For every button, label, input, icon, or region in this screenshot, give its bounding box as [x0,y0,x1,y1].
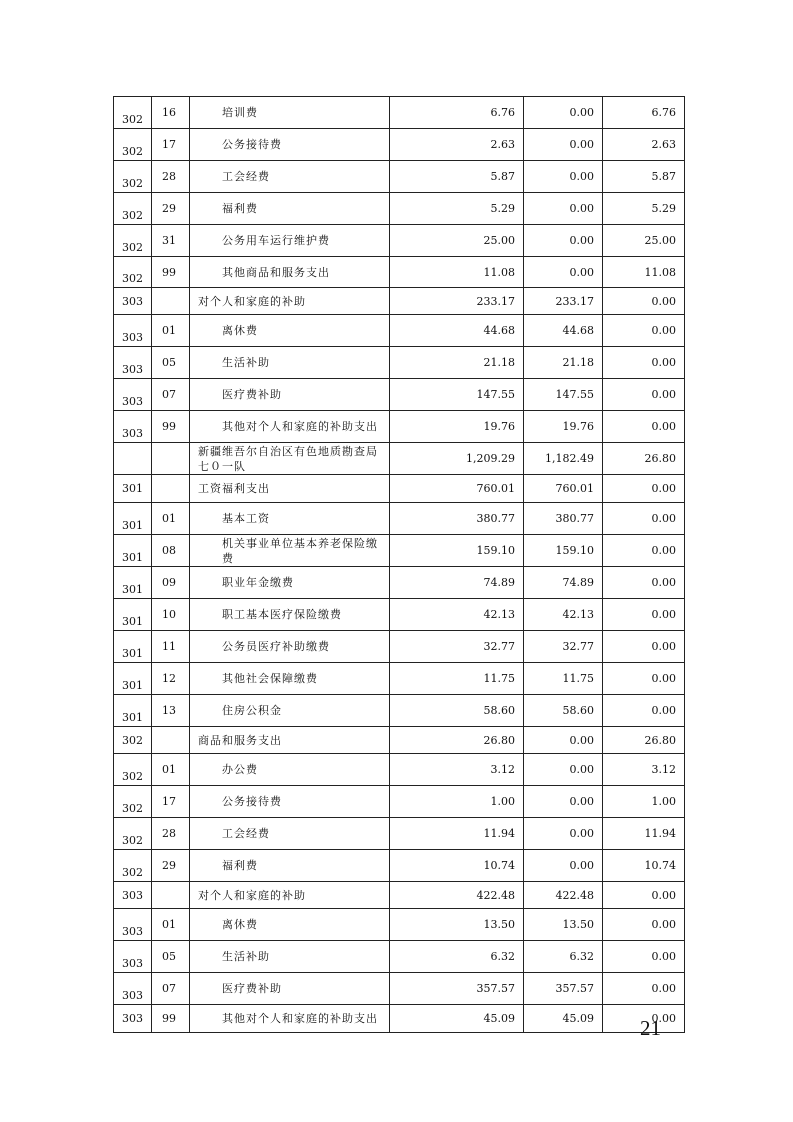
item-code-cell: 10 [152,599,190,631]
item-name-cell: 其他商品和服务支出 [190,257,390,288]
total-amount-cell: 357.57 [390,973,524,1005]
table-row [114,941,685,973]
project-expenditure-cell: 5.87 [603,161,685,193]
total-amount-cell: 380.77 [390,503,524,535]
basic-expenditure-cell: 42.13 [524,599,603,631]
basic-expenditure-cell: 6.32 [524,941,603,973]
total-amount-cell: 42.13 [390,599,524,631]
total-amount-cell: 233.17 [390,288,524,315]
total-amount-cell: 58.60 [390,695,524,727]
project-expenditure-cell: 26.80 [603,727,685,754]
item-name-cell: 医疗费补助 [190,973,390,1005]
table-row [114,909,685,941]
project-expenditure-cell: 10.74 [603,850,685,882]
total-amount-cell: 25.00 [390,225,524,257]
total-amount-cell: 1,209.29 [390,443,524,475]
table-row [114,567,685,599]
item-code-cell: 29 [152,193,190,225]
table-row [114,288,685,315]
project-expenditure-cell: 0.00 [603,909,685,941]
basic-expenditure-cell: 0.00 [524,129,603,161]
item-name-cell: 离休费 [190,909,390,941]
item-code-cell: 17 [152,786,190,818]
item-code-cell: 09 [152,567,190,599]
project-expenditure-cell: 0.00 [603,1005,685,1033]
project-expenditure-cell: 0.00 [603,475,685,503]
item-name-cell: 其他对个人和家庭的补助支出 [190,1005,390,1033]
total-amount-cell: 3.12 [390,754,524,786]
basic-expenditure-cell: 19.76 [524,411,603,443]
item-code-cell: 11 [152,631,190,663]
project-expenditure-cell: 0.00 [603,315,685,347]
item-name-cell: 培训费 [190,97,390,129]
basic-expenditure-cell: 0.00 [524,225,603,257]
item-name-cell: 离休费 [190,315,390,347]
class-code-cell: 302 [114,850,152,882]
project-expenditure-cell: 0.00 [603,941,685,973]
table-row [114,1005,685,1033]
class-code-cell: 301 [114,475,152,503]
class-code-cell: 303 [114,909,152,941]
basic-expenditure-cell: 32.77 [524,631,603,663]
basic-expenditure-cell: 0.00 [524,818,603,850]
table-row [114,193,685,225]
item-code-cell: 99 [152,411,190,443]
class-code-cell: 302 [114,786,152,818]
basic-expenditure-cell: 760.01 [524,475,603,503]
total-amount-cell: 760.01 [390,475,524,503]
table-row [114,695,685,727]
project-expenditure-cell: 0.00 [603,882,685,909]
item-name-cell: 对个人和家庭的补助 [190,288,390,315]
basic-expenditure-cell: 0.00 [524,786,603,818]
item-code-cell: 01 [152,754,190,786]
item-code-cell: 01 [152,315,190,347]
class-code-cell: 302 [114,257,152,288]
item-name-cell: 生活补助 [190,347,390,379]
project-expenditure-cell: 11.08 [603,257,685,288]
project-expenditure-cell: 6.76 [603,97,685,129]
basic-expenditure-cell: 74.89 [524,567,603,599]
basic-expenditure-cell: 147.55 [524,379,603,411]
item-code-cell: 99 [152,1005,190,1033]
class-code-cell: 303 [114,973,152,1005]
class-code-cell: 302 [114,818,152,850]
total-amount-cell: 45.09 [390,1005,524,1033]
table-row [114,475,685,503]
basic-expenditure-cell: 233.17 [524,288,603,315]
item-code-cell: 16 [152,97,190,129]
item-code-cell: 29 [152,850,190,882]
item-code-cell: 12 [152,663,190,695]
basic-expenditure-cell: 45.09 [524,1005,603,1033]
item-name-cell: 新疆维吾尔自治区有色地质勘查局七０一队 [190,443,390,475]
total-amount-cell: 6.32 [390,941,524,973]
project-expenditure-cell: 0.00 [603,599,685,631]
project-expenditure-cell: 11.94 [603,818,685,850]
item-code-cell: 13 [152,695,190,727]
item-code-cell: 99 [152,257,190,288]
table-row [114,379,685,411]
basic-expenditure-cell: 44.68 [524,315,603,347]
item-name-cell: 工资福利支出 [190,475,390,503]
total-amount-cell: 26.80 [390,727,524,754]
class-code-cell [114,443,152,475]
item-name-cell: 职工基本医疗保险缴费 [190,599,390,631]
project-expenditure-cell: 0.00 [603,663,685,695]
class-code-cell: 303 [114,1005,152,1033]
item-code-cell: 31 [152,225,190,257]
item-name-cell: 公务接待费 [190,786,390,818]
basic-expenditure-cell: 0.00 [524,97,603,129]
total-amount-cell: 422.48 [390,882,524,909]
total-amount-cell: 2.63 [390,129,524,161]
project-expenditure-cell: 26.80 [603,443,685,475]
item-code-cell: 05 [152,347,190,379]
item-name-cell: 其他对个人和家庭的补助支出 [190,411,390,443]
project-expenditure-cell: 0.00 [603,695,685,727]
project-expenditure-cell: 1.00 [603,786,685,818]
table-row [114,882,685,909]
item-code-cell: 07 [152,973,190,1005]
item-code-cell [152,288,190,315]
item-code-cell: 01 [152,909,190,941]
table-row [114,503,685,535]
item-code-cell: 07 [152,379,190,411]
basic-expenditure-cell: 58.60 [524,695,603,727]
basic-expenditure-cell: 422.48 [524,882,603,909]
class-code-cell: 301 [114,503,152,535]
project-expenditure-cell: 0.00 [603,379,685,411]
item-name-cell: 公务用车运行维护费 [190,225,390,257]
class-code-cell: 302 [114,225,152,257]
project-expenditure-cell: 5.29 [603,193,685,225]
item-code-cell: 28 [152,161,190,193]
table-row [114,225,685,257]
item-code-cell [152,727,190,754]
table-row [114,631,685,663]
basic-expenditure-cell: 357.57 [524,973,603,1005]
project-expenditure-cell: 0.00 [603,535,685,567]
item-name-cell: 办公费 [190,754,390,786]
project-expenditure-cell: 0.00 [603,411,685,443]
table-row [114,411,685,443]
class-code-cell: 303 [114,315,152,347]
project-expenditure-cell: 0.00 [603,503,685,535]
item-name-cell: 福利费 [190,850,390,882]
table-row [114,129,685,161]
total-amount-cell: 74.89 [390,567,524,599]
total-amount-cell: 147.55 [390,379,524,411]
basic-expenditure-cell: 159.10 [524,535,603,567]
class-code-cell: 301 [114,663,152,695]
class-code-cell: 302 [114,754,152,786]
budget-table [113,96,685,1033]
total-amount-cell: 1.00 [390,786,524,818]
class-code-cell: 301 [114,535,152,567]
basic-expenditure-cell: 21.18 [524,347,603,379]
class-code-cell: 301 [114,567,152,599]
class-code-cell: 303 [114,411,152,443]
basic-expenditure-cell: 1,182.49 [524,443,603,475]
total-amount-cell: 11.75 [390,663,524,695]
item-code-cell: 08 [152,535,190,567]
item-name-cell: 福利费 [190,193,390,225]
basic-expenditure-cell: 0.00 [524,727,603,754]
project-expenditure-cell: 0.00 [603,631,685,663]
item-name-cell: 生活补助 [190,941,390,973]
item-code-cell: 05 [152,941,190,973]
total-amount-cell: 21.18 [390,347,524,379]
item-name-cell: 商品和服务支出 [190,727,390,754]
class-code-cell: 302 [114,161,152,193]
class-code-cell: 301 [114,631,152,663]
total-amount-cell: 5.87 [390,161,524,193]
total-amount-cell: 19.76 [390,411,524,443]
class-code-cell: 301 [114,695,152,727]
item-name-cell: 医疗费补助 [190,379,390,411]
table-row [114,850,685,882]
item-code-cell: 28 [152,818,190,850]
item-name-cell: 公务员医疗补助缴费 [190,631,390,663]
class-code-cell: 302 [114,97,152,129]
page-number: 21 [640,1016,661,1040]
table-row [114,347,685,379]
item-name-cell: 对个人和家庭的补助 [190,882,390,909]
total-amount-cell: 10.74 [390,850,524,882]
table-row [114,786,685,818]
table-row [114,443,685,475]
project-expenditure-cell: 0.00 [603,288,685,315]
table-row [114,973,685,1005]
basic-expenditure-cell: 0.00 [524,193,603,225]
item-code-cell [152,475,190,503]
basic-expenditure-cell: 13.50 [524,909,603,941]
basic-expenditure-cell: 11.75 [524,663,603,695]
item-name-cell: 工会经费 [190,818,390,850]
table-row [114,97,685,129]
item-code-cell [152,882,190,909]
basic-expenditure-cell: 0.00 [524,850,603,882]
project-expenditure-cell: 0.00 [603,347,685,379]
project-expenditure-cell: 2.63 [603,129,685,161]
total-amount-cell: 5.29 [390,193,524,225]
project-expenditure-cell: 0.00 [603,973,685,1005]
class-code-cell: 303 [114,941,152,973]
total-amount-cell: 159.10 [390,535,524,567]
class-code-cell: 303 [114,882,152,909]
class-code-cell: 302 [114,727,152,754]
item-name-cell: 机关事业单位基本养老保险缴费 [190,535,390,567]
item-name-cell: 基本工资 [190,503,390,535]
total-amount-cell: 32.77 [390,631,524,663]
table-row [114,754,685,786]
table-row [114,727,685,754]
item-name-cell: 住房公积金 [190,695,390,727]
item-name-cell: 工会经费 [190,161,390,193]
item-name-cell: 职业年金缴费 [190,567,390,599]
table-row [114,599,685,631]
table-row [114,315,685,347]
table-row [114,663,685,695]
table-row [114,818,685,850]
total-amount-cell: 44.68 [390,315,524,347]
table-row [114,535,685,567]
basic-expenditure-cell: 0.00 [524,754,603,786]
project-expenditure-cell: 25.00 [603,225,685,257]
basic-expenditure-cell: 0.00 [524,161,603,193]
table-row [114,257,685,288]
item-code-cell: 17 [152,129,190,161]
total-amount-cell: 11.08 [390,257,524,288]
basic-expenditure-cell: 0.00 [524,257,603,288]
item-code-cell [152,443,190,475]
total-amount-cell: 13.50 [390,909,524,941]
project-expenditure-cell: 0.00 [603,567,685,599]
item-name-cell: 其他社会保障缴费 [190,663,390,695]
class-code-cell: 303 [114,288,152,315]
total-amount-cell: 11.94 [390,818,524,850]
class-code-cell: 303 [114,347,152,379]
basic-expenditure-cell: 380.77 [524,503,603,535]
class-code-cell: 301 [114,599,152,631]
table-row [114,161,685,193]
total-amount-cell: 6.76 [390,97,524,129]
class-code-cell: 302 [114,129,152,161]
class-code-cell: 302 [114,193,152,225]
project-expenditure-cell: 3.12 [603,754,685,786]
item-name-cell: 公务接待费 [190,129,390,161]
item-code-cell: 01 [152,503,190,535]
class-code-cell: 303 [114,379,152,411]
